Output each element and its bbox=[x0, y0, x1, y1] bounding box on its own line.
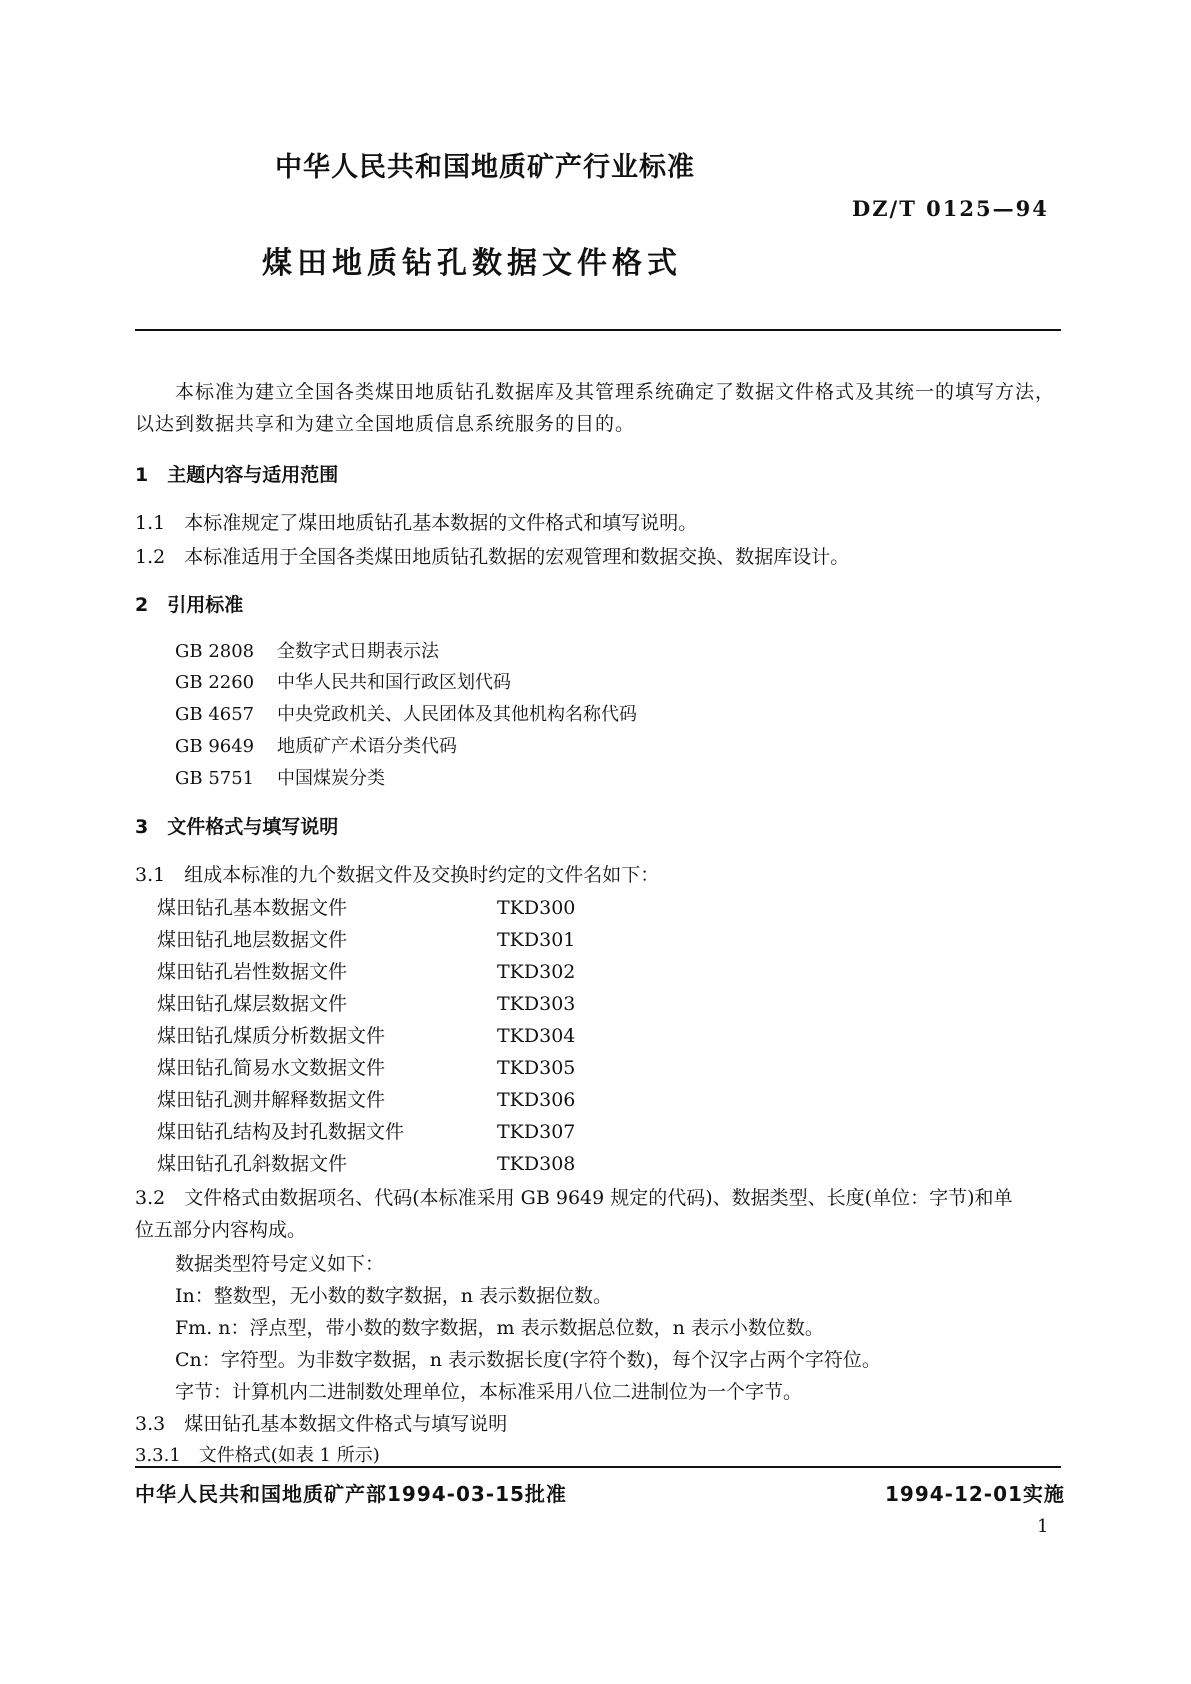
reference-code: GB 9649 bbox=[175, 736, 255, 757]
file-row bbox=[157, 1053, 575, 1080]
data-type-float: Fm. n：浮点型，带小数的数字数据，m 表示数据总位数，n 表示小数位数。 bbox=[175, 1317, 824, 1339]
approval-line: 中华人民共和国地质矿产部1994-03-15批准 bbox=[135, 1482, 567, 1506]
data-type-byte: 字节：计算机内二进制数处理单位，本标准采用八位二进制位为一个字节。 bbox=[175, 1381, 803, 1403]
file-code: TKD308 bbox=[497, 1153, 576, 1175]
footer-divider bbox=[135, 1466, 1061, 1468]
file-name: 煤田钻孔测井解释数据文件 bbox=[157, 1089, 386, 1111]
file-code: TKD302 bbox=[497, 961, 576, 983]
file-row bbox=[157, 1021, 575, 1048]
reference-row bbox=[175, 732, 457, 758]
file-name: 煤田钻孔基本数据文件 bbox=[157, 897, 348, 919]
file-code: TKD307 bbox=[497, 1121, 576, 1143]
reference-code: GB 2260 bbox=[175, 672, 255, 693]
industry-standard-title: 中华人民共和国地质矿产行业标准 bbox=[275, 152, 695, 183]
file-code: TKD303 bbox=[497, 993, 576, 1015]
file-name: 煤田钻孔岩性数据文件 bbox=[157, 961, 348, 983]
data-type-char: Cn：字符型。为非数字数据，n 表示数据长度(字符个数)，每个汉字占两个字符位。 bbox=[175, 1349, 881, 1371]
file-row bbox=[157, 1149, 575, 1176]
clause-3-3-1: 3.3.1 文件格式(如表 1 所示) bbox=[135, 1445, 380, 1466]
file-name: 煤田钻孔结构及封孔数据文件 bbox=[157, 1121, 405, 1143]
file-row bbox=[157, 925, 575, 952]
file-row bbox=[157, 1085, 575, 1112]
clause-1-1: 1.1 本标准规定了煤田地质钻孔基本数据的文件格式和填写说明。 bbox=[135, 512, 698, 534]
clause-3-3: 3.3 煤田钻孔基本数据文件格式与填写说明 bbox=[135, 1413, 508, 1435]
reference-row bbox=[175, 668, 511, 694]
file-code: TKD305 bbox=[497, 1057, 576, 1079]
page-number: 1 bbox=[1037, 1516, 1049, 1537]
intro-paragraph: 本标准为建立全国各类煤田地质钻孔数据库及其管理系统确定了数据文件格式及其统一的填写方法，以达到数据共享和为建立全国地质信息系统服务的目的。 bbox=[135, 381, 1056, 435]
effective-date: 1994-12-01实施 bbox=[885, 1482, 1065, 1506]
reference-code: GB 4657 bbox=[175, 704, 255, 725]
document-title: 煤田地质钻孔数据文件格式 bbox=[262, 246, 682, 281]
reference-title: 中国煤炭分类 bbox=[277, 768, 385, 789]
section-3-heading: 3 文件格式与填写说明 bbox=[135, 816, 339, 838]
standard-number: DZ/T 0125—94 bbox=[852, 196, 1049, 221]
reference-code: GB 2808 bbox=[175, 641, 255, 662]
file-code: TKD304 bbox=[497, 1025, 576, 1047]
clause-3-2-line1: 3.2 文件格式由数据项名、代码(本标准采用 GB 9649 规定的代码)、数据类型、长度(单位：字节)和单 bbox=[135, 1187, 1013, 1209]
clause-3-2-line2: 位五部分内容构成。 bbox=[135, 1219, 307, 1241]
file-name: 煤田钻孔地层数据文件 bbox=[157, 929, 348, 951]
file-code: TKD300 bbox=[497, 897, 576, 919]
file-name: 煤田钻孔煤质分析数据文件 bbox=[157, 1025, 386, 1047]
file-row bbox=[157, 1117, 575, 1144]
reference-row bbox=[175, 637, 439, 663]
file-code: TKD301 bbox=[497, 929, 576, 951]
clause-1-2: 1.2 本标准适用于全国各类煤田地质钻孔数据的宏观管理和数据交换、数据库设计。 bbox=[135, 546, 850, 568]
file-row bbox=[157, 957, 575, 984]
reference-title: 中华人民共和国行政区划代码 bbox=[277, 672, 511, 693]
reference-title: 地质矿产术语分类代码 bbox=[277, 736, 457, 757]
clause-3-1: 3.1 组成本标准的九个数据文件及交换时约定的文件名如下： bbox=[135, 864, 660, 886]
file-name: 煤田钻孔煤层数据文件 bbox=[157, 993, 348, 1015]
reference-title: 中央党政机关、人民团体及其他机构名称代码 bbox=[277, 704, 637, 725]
reference-row bbox=[175, 764, 385, 790]
file-code: TKD306 bbox=[497, 1089, 576, 1111]
file-name: 煤田钻孔孔斜数据文件 bbox=[157, 1153, 348, 1175]
reference-title: 全数字式日期表示法 bbox=[277, 641, 439, 662]
header-divider bbox=[135, 329, 1061, 331]
data-types-intro: 数据类型符号定义如下： bbox=[175, 1253, 385, 1275]
reference-code: GB 5751 bbox=[175, 768, 255, 789]
section-1-heading: 1 主题内容与适用范围 bbox=[135, 464, 339, 486]
section-2-heading: 2 引用标准 bbox=[135, 594, 244, 616]
file-row bbox=[157, 989, 575, 1016]
file-row bbox=[157, 893, 575, 920]
data-type-integer: In：整数型，无小数的数字数据，n 表示数据位数。 bbox=[175, 1285, 613, 1307]
reference-row bbox=[175, 700, 637, 726]
file-name: 煤田钻孔简易水文数据文件 bbox=[157, 1057, 386, 1079]
